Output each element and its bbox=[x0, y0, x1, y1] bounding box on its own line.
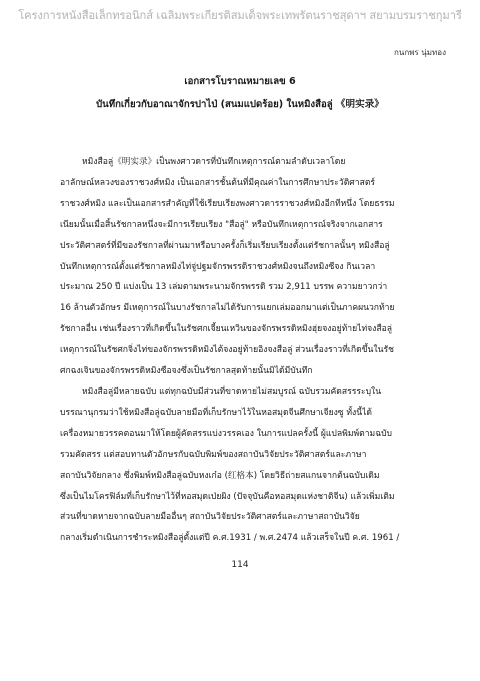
text-line: ศกฉงเจินของจักรพรรดิหมิงซือจงซึ่งเป็นรัชกาลสุดท้ายนั้นมิได้มีบันทึก bbox=[60, 366, 313, 377]
text-line: ประวัติศาสตร์ที่มีของรัชกาลที่ผ่านมาหรือบางครั้งก็เริ่มเรียบเรียงตั้งแต่รัชกาลนั้นๆ หมิงสือลู่ bbox=[60, 240, 390, 251]
text-line: หมิงสือลู่มีหลายฉบับ แต่ทุกฉบับมีส่วนที่ขาดหายไม่สมบูรณ์ ฉบับรวมคัดสรรระบุใน bbox=[82, 386, 382, 397]
text-line: เหตุการณ์ในรัชศกจิ่งไท่ของจักรพรรดิหมิงไต้จงอยู่ท้ายอิงจงสือลู่ ส่วนเรื่องราวที่เกิดขึ้นในรัช bbox=[60, 345, 394, 356]
running-header: โครงการหนังสือเล็กทรอนิกส์ เฉลิมพระเกียรติสมเด็จพระเทพรัตนราชสุดาฯ สยามบรมราชกุมารี bbox=[18, 9, 462, 22]
page-number: 114 bbox=[231, 560, 249, 570]
text-line: สถาบันวิจัยกลาง ซึ่งพิมพ์หมิงสือลู่ฉบับหงเก๋อ (红格本) โดยวิธีถ่ายสแกนจากต้นฉบับเดิม bbox=[60, 470, 380, 481]
text-line: 16 ล้านตัวอักษร มีเหตุการณ์ในบางรัชกาลไม่ได้รับการแยกเล่มออกมาแต่เป็นภาคผนวกท้าย bbox=[60, 303, 395, 314]
text-line: ส่วนที่ขาดหายจากฉบับลายมืออื่นๆ สถาบันวิจัยประวัติศาสตร์และภาษาสถาบันวิจัย bbox=[60, 512, 360, 523]
text-line: รวมคัดสรร แต่สอบทานตัวอักษรกับฉบับพิมพ์ของสถาบันวิจัยประวัติศาสตร์และภาษา bbox=[60, 449, 367, 460]
text-line: เครื่องหมายวรรคตอนมาให้โดยผู้คัดสรรแบ่งวรรคเอง ในการแปลครั้งนี้ ผู้แปลพิมพ์ตามฉบับ bbox=[60, 428, 392, 439]
text-line: บรรณานุกรมว่าใช้หมิงสือลู่ฉบับลายมือที่เก็บรักษาไว้ในหอสมุดจีนศึกษาเจียงซู ทั้งนี้ได้ bbox=[60, 407, 373, 418]
text-line: กลางเริ่มดำเนินการชำระหมิงสือลู่ตั้งแต่ปี ค.ศ.1931 / พ.ศ.2474 แล้วเสร็จในปี ค.ศ. 1961 / bbox=[60, 533, 400, 544]
text-line: ประมาณ 250 ปี แบ่งเป็น 13 เล่มตามพระนามจักรพรรดิ รวม 2,911 บรรพ ความยาวกว่า bbox=[60, 282, 388, 293]
text-line: ราชวงศ์หมิง และเป็นเอกสารสำคัญที่ใช้เรียบเรียงพงศาวดารราชวงศ์หมิงอีกทีหนึ่ง โดยธรรม bbox=[60, 198, 395, 209]
text-line: บันทึกเหตุการณ์ตั้งแต่รัชกาลหมิงไท่จู่ปฐมจักรพรรดิราชวงศ์หมิงจนถึงหมิงซีจง กินเวลา bbox=[60, 261, 376, 272]
text-line: รัชกาลอื่น เช่นเรื่องราวที่เกิดขึ้นในรัชศกเจี้ยนเหวินของจักรพรรดิหมิงฮุ่ยจงอยู่ท้ายไท่จงสือลู่ bbox=[60, 324, 393, 335]
text-line: ซึ่งเป็นไมโครฟิล์มที่เก็บรักษาไว้ที่หอสมุดเป่ยผิง (ปัจจุบันคือหอสมุดแห่งชาติจีน) แล้วเพิ่มเติม bbox=[60, 491, 395, 502]
body-text bbox=[60, 152, 422, 549]
document-title: เอกสารโบราณหมายเลข 6 bbox=[184, 76, 296, 87]
author-name: กนกพร นุ่มทอง bbox=[394, 48, 446, 57]
text-line: อาลักษณ์หลวงของราชวงศ์หมิง เป็นเอกสารชั้นต้นที่มีคุณค่าในการศึกษาประวัติศาสตร์ bbox=[60, 177, 376, 188]
text-line: หมิงสือลู่《明实录》เป็นพงศาวดารที่บันทึกเหตุการณ์ตามลำดับเวลาโดย bbox=[82, 157, 346, 167]
document-subtitle: บันทึกเกี่ยวกับอาณาจักรปาไป่ (สนมแปดร้อย) ในหมิงสือลู่ 《明实录》 bbox=[96, 99, 384, 110]
text-line: เนียมนั้นเมื่อสิ้นรัชกาลหนึ่งจะมีการเรียบเรียง "สือลู่" หรือบันทึกเหตุการณ์จริงจากเอกสาร bbox=[60, 219, 383, 230]
